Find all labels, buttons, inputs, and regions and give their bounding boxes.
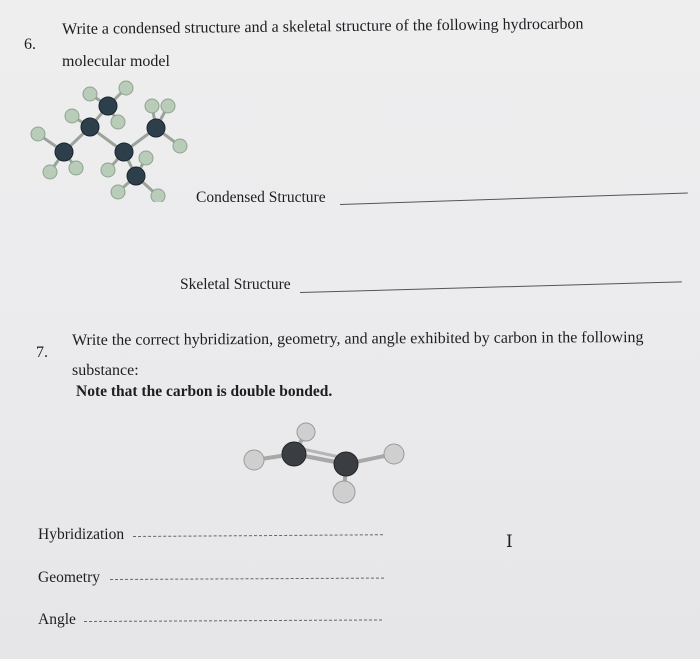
hydrocarbon-molecular-model bbox=[28, 72, 198, 202]
question-7-number: 7. bbox=[36, 344, 48, 361]
angle-label: Angle bbox=[38, 611, 76, 628]
question-6-text-line2: molecular model bbox=[62, 53, 170, 70]
geometry-label: Geometry bbox=[38, 569, 100, 586]
question-7-text-line1: Write the correct hybridization, geometry, and angle exhibited by carbon in the following bbox=[72, 329, 644, 349]
question-7-note: Note that the carbon is double bonded. bbox=[76, 383, 333, 400]
question-6-text-line1: Write a condensed structure and a skeletal structure of the following hydrocarbon bbox=[62, 15, 584, 38]
ethene-molecular-model bbox=[232, 420, 412, 510]
skeletal-structure-answer-line[interactable] bbox=[300, 281, 682, 293]
angle-answer-line[interactable] bbox=[84, 619, 382, 622]
skeletal-structure-label: Skeletal Structure bbox=[180, 276, 291, 293]
geometry-answer-line[interactable] bbox=[110, 578, 384, 580]
hybridization-answer-line[interactable] bbox=[133, 534, 383, 537]
question-7-text-line2: substance: bbox=[72, 362, 139, 379]
condensed-structure-label: Condensed Structure bbox=[196, 189, 326, 206]
text-cursor-icon: I bbox=[506, 532, 513, 552]
question-6-number: 6. bbox=[24, 36, 36, 53]
hybridization-label: Hybridization bbox=[38, 526, 125, 543]
condensed-structure-answer-line[interactable] bbox=[340, 192, 688, 205]
